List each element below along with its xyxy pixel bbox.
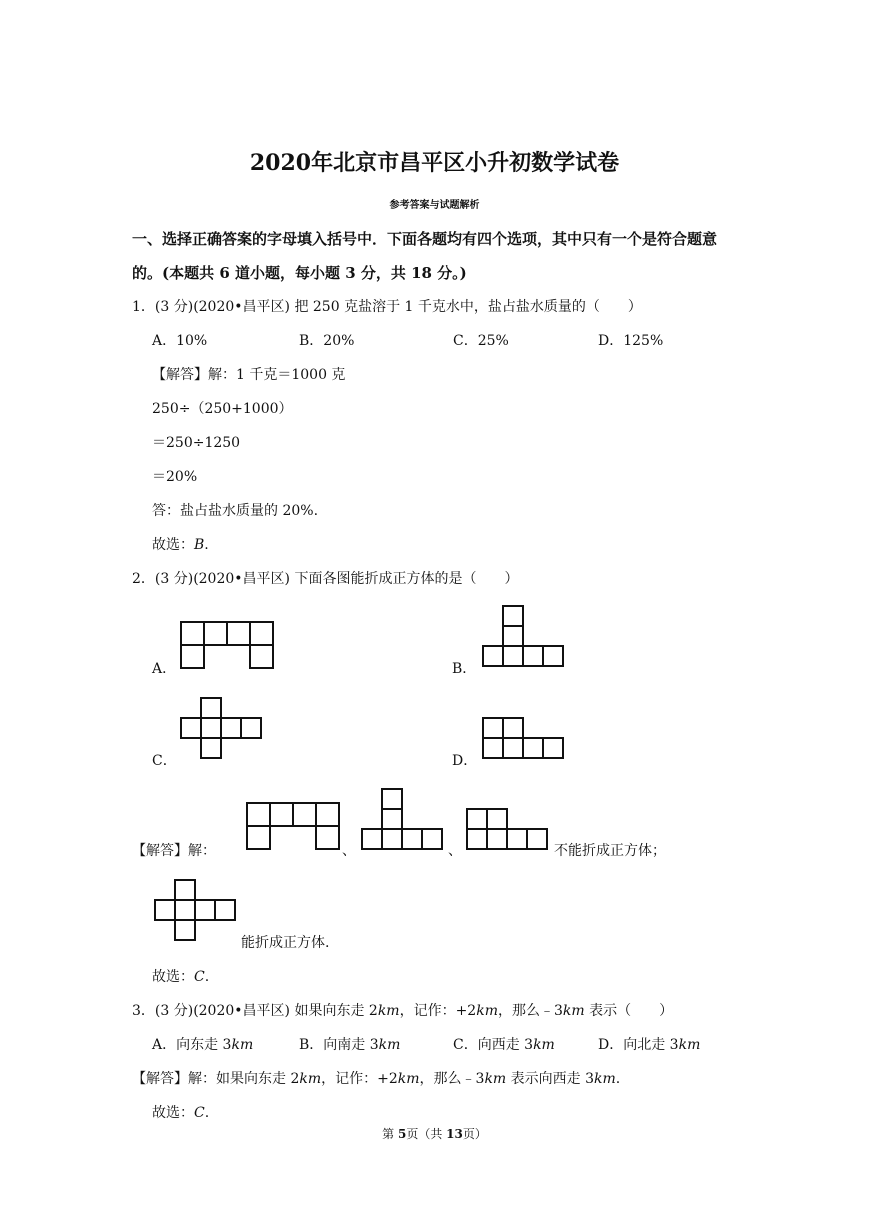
q1-stem: 1．(3 分)(2020•昌平区) 把 250 克盐溶于 1 千克水中，盐占盐水质量的（ ） (132, 299, 642, 315)
q1-option-b: B．20% (299, 333, 355, 349)
page-title: 2020年北京市昌平区小升初数学试卷 (249, 150, 620, 176)
q2-solution-intro: 【解答】解： (132, 843, 216, 859)
q3-option-d: D．向北走 3km (598, 1037, 701, 1053)
q1-solution-step1: 250÷（250+1000） (152, 401, 293, 417)
q1-option-a: A．10% (152, 333, 208, 349)
q2-choice: 故选：C. (152, 969, 210, 985)
q3-option-c: C．向西走 3km (453, 1037, 555, 1053)
q1-answer: 答：盐占盐水质量的 20%. (152, 503, 319, 519)
page-subtitle: 参考答案与试题解析 (389, 200, 480, 211)
q3-solution: 【解答】解：如果向东走 2km，记作：+2km，那么﹣3km 表示向西走 3km. (132, 1071, 621, 1087)
q2-label-c: C． (152, 753, 177, 769)
q3-stem: 3．(3 分)(2020•昌平区) 如果向东走 2km，记作：+2km，那么﹣3km 表示（ ） (132, 1003, 674, 1019)
cube-net-c-figure (180, 697, 266, 761)
q1-choice: 故选：B. (152, 537, 209, 553)
q1-solution-intro: 【解答】解：1 千克＝1000 克 (152, 367, 346, 383)
page-number: 5 (397, 1127, 407, 1141)
cube-net-b-figure (482, 605, 568, 669)
section-heading-line1: 一、选择正确答案的字母填入括号中．下面各题均有四个选项，其中只有一个是符合题意 (132, 230, 718, 248)
cube-net-d-figure (482, 717, 568, 761)
q2-label-a: A． (152, 661, 177, 677)
cube-net-b-figure-solution (361, 788, 447, 852)
q3-option-b: B．向南走 3km (299, 1037, 401, 1053)
q2-solution-can-fold: 能折成正方体. (241, 935, 330, 951)
q2-label-b: B． (452, 661, 477, 677)
q1-solution-step3: ＝20% (152, 469, 198, 485)
q3-option-a: A．向东走 3km (152, 1037, 254, 1053)
q2-solution-separator: 、 (448, 843, 462, 859)
q2-solution-not-fold: 不能折成正方体； (554, 843, 666, 859)
cube-net-a-figure-solution (246, 802, 342, 852)
page-footer: 第 5页（共 13页） (382, 1127, 487, 1141)
q1-option-d: D．125% (598, 333, 664, 349)
q3-choice: 故选：C. (152, 1105, 210, 1121)
cube-net-c-figure-solution (154, 879, 240, 943)
section-heading-line2: 的。(本题共 6 道小题，每小题 3 分，共 18 分。) (132, 264, 467, 282)
q1-solution-step2: ＝250÷1250 (152, 435, 241, 451)
q2-stem: 2．(3 分)(2020•昌平区) 下面各图能折成正方体的是（ ） (132, 571, 519, 587)
q1-option-c: C．25% (453, 333, 509, 349)
cube-net-d-figure-solution (466, 808, 552, 852)
total-pages: 13 (446, 1127, 463, 1141)
q2-label-d: D． (452, 753, 478, 769)
cube-net-a-figure (180, 621, 276, 671)
q2-solution-separator: 、 (342, 843, 356, 859)
